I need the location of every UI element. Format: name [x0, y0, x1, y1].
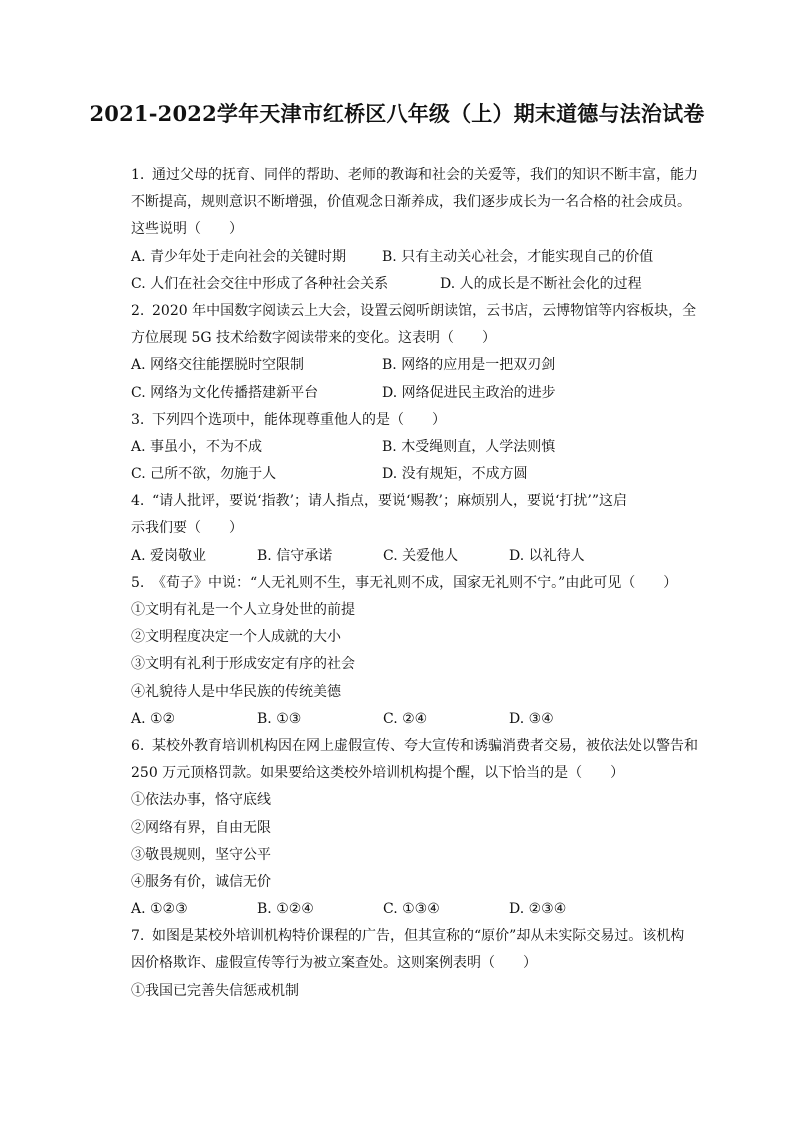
option-b: B. 信守承诺	[257, 547, 333, 564]
option-a: A. 事虽小，不为不成	[131, 438, 263, 455]
option-c: C. 关爱他人	[383, 547, 459, 564]
question-1-options-row-1	[131, 244, 701, 271]
question-3-options-row-1	[131, 434, 701, 461]
question-1-options-row-2	[131, 271, 701, 298]
question-1-stem-line-3: 这些说明（ ）	[131, 221, 243, 238]
option-d: D. 网络促进民主政治的进步	[382, 384, 556, 401]
question-6-stem-line-1: 6. 某校外教育培训机构因在网上虚假宣传、夸大宣传和诱骗消费者交易，被依法处以警告和	[131, 733, 701, 760]
question-number: 6.	[131, 737, 145, 754]
question-5-item-1: ①文明有礼是一个人立身处世的前提	[131, 602, 355, 618]
question-3-options-row-2	[131, 461, 701, 488]
option-d: D. 以礼待人	[509, 547, 585, 564]
question-number: 2.	[131, 302, 145, 319]
option-d: D. ②③④	[509, 901, 567, 918]
option-a: A. 青少年处于走向社会的关键时期	[131, 248, 347, 265]
question-number: 4.	[131, 493, 145, 510]
question-6-item-3: ③敬畏规则，坚守公平	[131, 846, 271, 863]
question-7-stem-line-2: 因价格欺诈、虚假宣传等行为被立案查处。这则案例表明（ ）	[131, 955, 537, 972]
option-d: D. ③④	[509, 710, 554, 727]
option-a: A. ①②	[131, 710, 176, 727]
question-number: 7.	[131, 928, 145, 945]
question-5-options-row	[131, 706, 701, 733]
question-2-options-row-2	[131, 380, 701, 407]
question-6-options-row	[131, 896, 701, 923]
option-b: B. 网络的应用是一把双刃剑	[382, 357, 556, 374]
question-6-stem-line-2: 250 万元顶格罚款。如果要给这类校外培训机构提个醒，以下恰当的是（ ）	[131, 765, 625, 782]
question-5-item-4: ④礼貌待人是中华民族的传统美德	[131, 683, 341, 700]
question-list	[131, 162, 701, 1005]
question-number: 5.	[131, 574, 145, 591]
option-a: A. 爱岗敬业	[131, 547, 207, 564]
question-1-stem-line-2: 不断提高，规则意识不断增强，价值观念日渐养成，我们逐步成长为一名合格的社会成员。	[131, 194, 691, 211]
question-6-item-2: ②网络有界，自由无限	[131, 819, 271, 836]
option-c: C. 己所不欲，勿施于人	[131, 466, 277, 483]
question-7-stem-line-1: 7. 如图是某校外培训机构特价课程的广告，但其宣称的“原价”却从未实际交易过。该机构	[131, 923, 701, 950]
option-a: A. ①②③	[131, 901, 188, 918]
question-number: 3.	[131, 411, 145, 428]
option-d: D. 人的成长是不断社会化的过程	[440, 275, 642, 292]
question-6-item-4: ④服务有价，诚信无价	[131, 873, 271, 890]
option-a: A. 网络交往能摆脱时空限制	[131, 357, 305, 374]
option-b: B. 只有主动关心社会，才能实现自己的价值	[382, 248, 654, 265]
question-6-item-1: ①依法办事，恪守底线	[131, 792, 271, 809]
question-number: 1.	[131, 167, 145, 183]
option-b: B. 木受绳则直，人学法则慎	[382, 438, 556, 455]
question-5-item-2: ②文明程度决定一个人成就的大小	[131, 629, 341, 646]
question-5-item-3: ③文明有礼利于形成安定有序的社会	[131, 656, 355, 673]
option-c: C. ①③④	[383, 901, 440, 918]
question-2-stem-line-2: 方位展现 5G 技术给数字阅读带来的变化。这表明（ ）	[131, 330, 496, 347]
question-4-stem-line-2: 示我们要（ ）	[131, 520, 243, 537]
question-4-options-row	[131, 543, 701, 570]
option-b: B. ①②④	[257, 901, 314, 918]
exam-title: 2021-2022学年天津市红桥区八年级（上）期末道德与法治试卷	[89, 101, 705, 126]
question-4-stem-line-1: 4. “请人批评，要说‘指教’；请人指点，要说‘赐教’；麻烦别人，要说‘打扰’”这启	[131, 488, 701, 515]
question-7-item-1: ①我国已完善失信惩戒机制	[131, 982, 299, 999]
option-c: C. 网络为文化传播搭建新平台	[131, 384, 319, 401]
question-2-stem-line-1: 2. 2020 年中国数字阅读云上大会，设置云阅听朗读馆，云书店，云博物馆等内容板块，全	[131, 298, 701, 325]
question-1-stem-line-1: 1. 通过父母的抚育、同伴的帮助、老师的教诲和社会的关爱等，我们的知识不断丰富，能力	[131, 162, 701, 189]
question-5-stem-line-1: 5. 《荀子》中说：“人无礼则不生，事无礼则不成，国家无礼则不宁。”由此可见（ ）	[131, 570, 701, 597]
option-c: C. 人们在社会交往中形成了各种社会关系	[131, 275, 389, 292]
question-3-stem-line-1: 3. 下列四个选项中，能体现尊重他人的是（ ）	[131, 407, 701, 434]
option-c: C. ②④	[383, 710, 428, 727]
option-b: B. ①③	[257, 710, 302, 727]
question-2-options-row-1	[131, 352, 701, 379]
option-d: D. 没有规矩，不成方圆	[382, 466, 528, 483]
